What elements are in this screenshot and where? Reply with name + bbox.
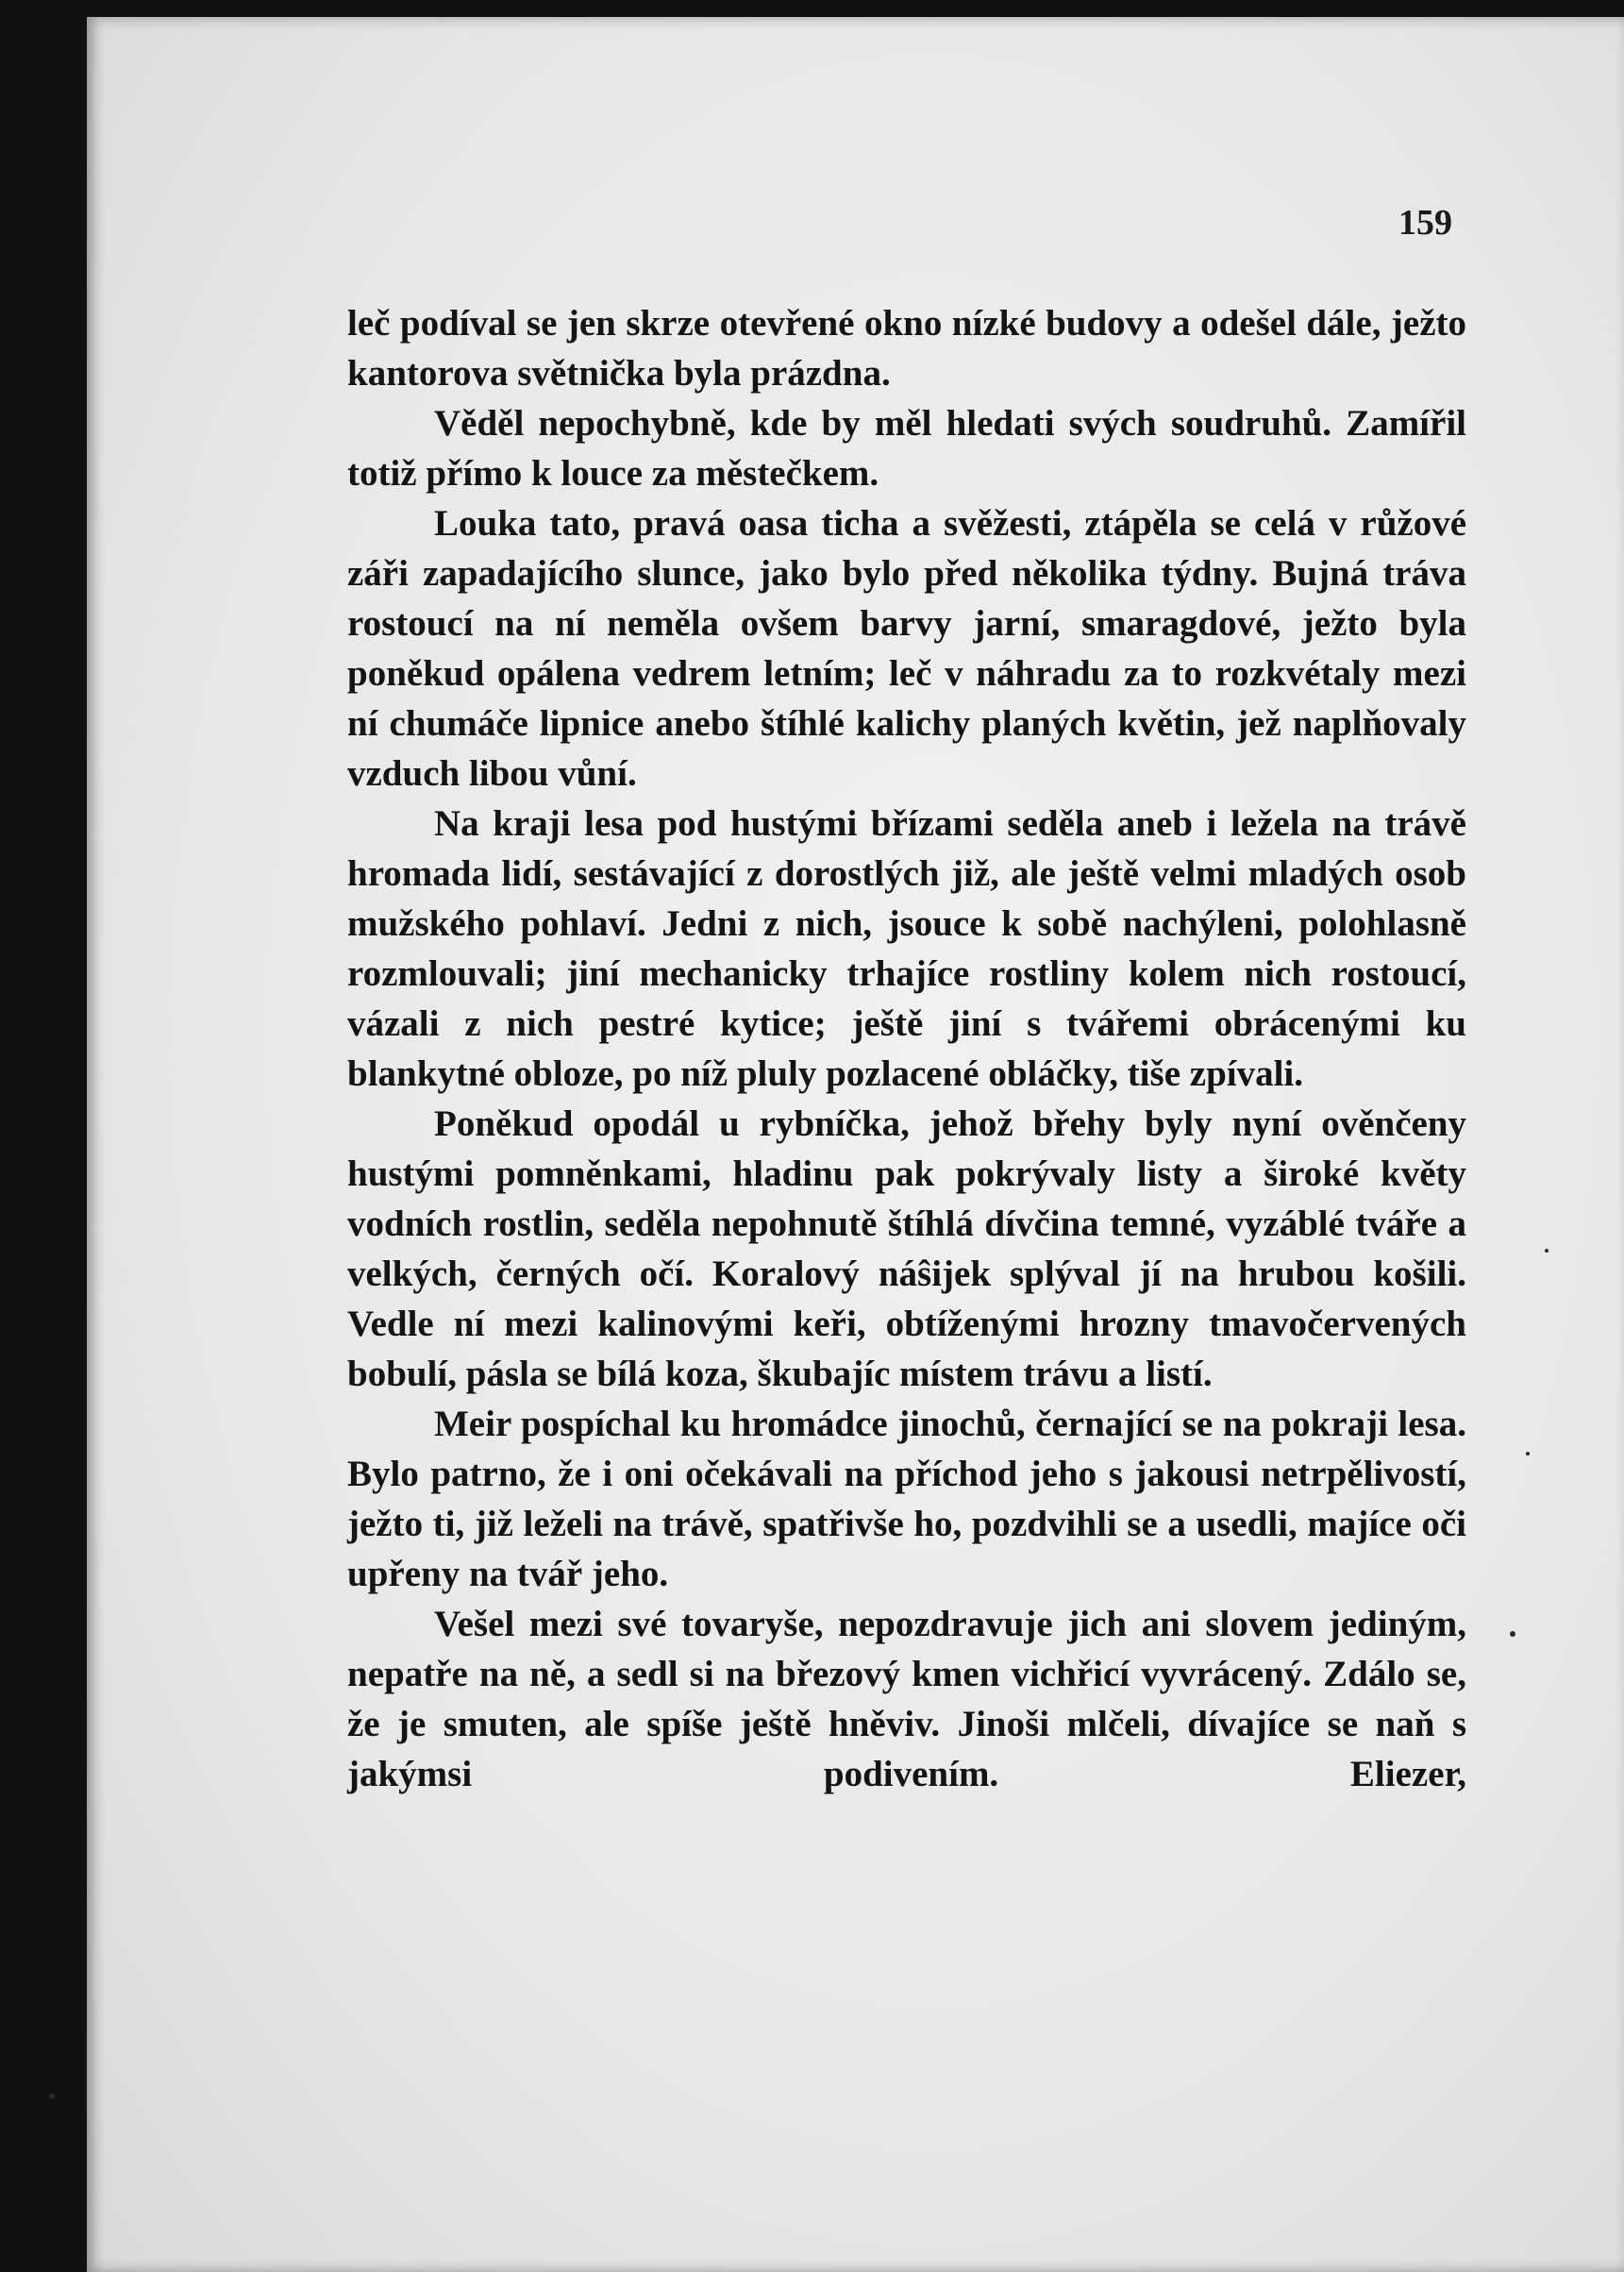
scan-speck — [1545, 1249, 1549, 1253]
body-text — [347, 298, 1466, 1799]
paragraph-7: Vešel mezi své tovaryše, nepozdravuje jich ani slovem jediným, nepatře na ně, a sedl si na březový kmen vichřicí vyvrácený. Zdálo se, že je smuten, ale spíše ještě hněviv. Jinoši mlčeli, dívajíce se naň s jakýmsi podivením. Eliezer, — [347, 1604, 1466, 1794]
paragraph-6: Meir pospíchal ku hromádce jinochů, černající se na pokraji lesa. Bylo patrno, že i oni očekávali na příchod jeho s jakousi netrpělivostí, ježto ti, již leželi na trávě, spatřivše ho, pozdvihli se a usedli, majíce oči upřeny na tvář jeho. — [347, 1404, 1466, 1594]
scan-speck — [49, 2094, 55, 2099]
book-page — [87, 17, 1624, 2272]
paragraph-2: Věděl nepochybně, kde by měl hledati svých soudruhů. Zamířil totiž přímo k louce za městečkem. — [347, 403, 1466, 494]
scan-speck — [1526, 1452, 1530, 1456]
paragraph-3: Louka tato, pravá oasa ticha a svěžesti, ztápěla se celá v růžové záři zapadajícího slunce, jako bylo před několika týdny. Bujná tráva rostoucí na ní neměla ovšem barvy jarní, smaragdové, ježto byla poněkud opálena vedrem letním; leč v náhradu za to rozkvétaly mezi ní chumáče lipnice anebo štíhlé kalichy planých květin, jež naplňovaly vzduch libou vůní. — [347, 503, 1466, 794]
scan-speck — [1510, 1631, 1515, 1637]
page-number: 159 — [1398, 203, 1452, 243]
paragraph-4: Na kraji lesa pod hustými břízami seděla aneb i ležela na trávě hromada lidí, sestávající z dorostlých již, ale ještě velmi mladých osob mužského pohlaví. Jedni z nich, jsouce k sobě nachýleni, polohlasně rozmlouvali; jiní mechanicky trhajíce rostliny kolem nich rostoucí, vázali z nich pestré kytice; ještě jiní s tvářemi obrácenými ku blankytné obloze, po níž pluly pozlacené obláčky, tiše zpívali. — [347, 803, 1466, 1094]
paragraph-1: leč podíval se jen skrze otevřené okno nízké budovy a odešel dále, ježto kantorova světnička byla prázdna. — [347, 303, 1466, 394]
paragraph-5: Poněkud opodál u rybníčka, jehož břehy byly nyní ověnčeny hustými pomněnkami, hladinu pak pokrývaly listy a široké květy vodních rostlin, seděla nepohnutě štíhlá dívčina temné, vyzáblé tváře a velkých, černých očí. Koralový náŝijek splýval jí na hrubou košili. Vedle ní mezi kalinovými keři, obtíženými hrozny tmavočervených bobulí, pásla se bílá koza, škubajíc místem trávu a listí. — [347, 1103, 1466, 1394]
